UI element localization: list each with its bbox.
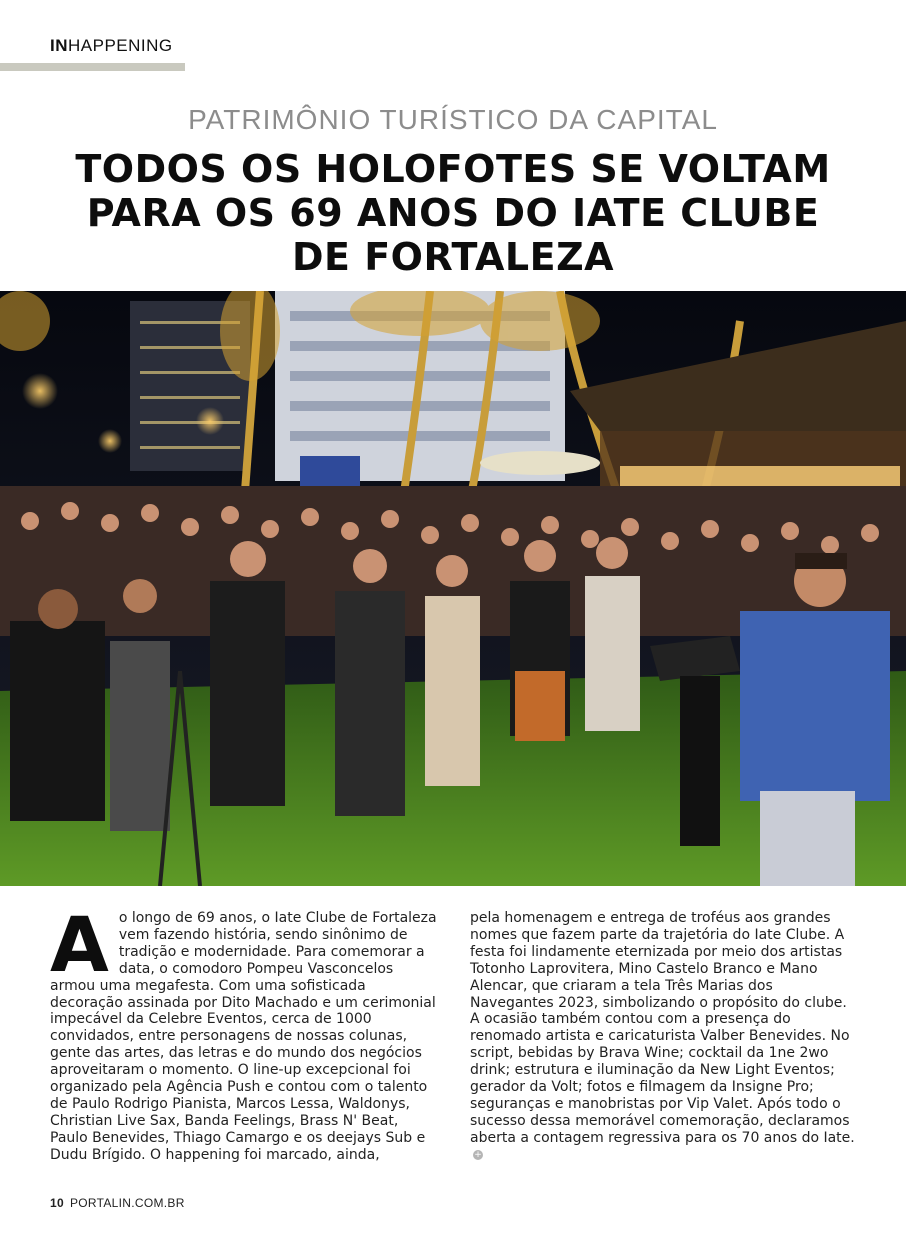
- section-tag-rest: HAPPENING: [68, 36, 173, 55]
- footer-site: PORTALIN.COM.BR: [69, 1196, 185, 1210]
- body-text-left: o longo de 69 anos, o Iate Clube de Fortaleza vem fazendo história, sendo sinônimo de tradição e modernidade. Para comemorar a data, o comodoro Pompeu Vasconcelos armou uma megafesta. Com uma sofisticada decoração assinada por Dito Machado e um cerimonial impecável da Celebre Eventos, cerca de 1000 convidados, entre personagens de nossas colunas, gente das artes, das letras e do mundo dos negócios aproveitaram o momento. O line-up excepcional foi organizado pela Agência Push e contou com o talento de Paulo Rodrigo Pianista, Marcos Lessa, Waldonys, Christian Live Sax, Banda Feelings, Brass N' Beat, Paulo Benevides, Thiago Camargo e os deejays Sub e Dudu Brígido. O happening foi marcado, ainda,: [50, 910, 437, 1163]
- body-column-right: [470, 910, 858, 1164]
- event-photo: [0, 291, 906, 886]
- article-headline: TODOS OS HOLOFOTES SE VOLTAM PARA OS 69 ANOS DO IATE CLUBE DE FORTALEZA: [75, 147, 831, 279]
- section-divider-bar: [0, 63, 185, 71]
- end-of-article-icon: +: [474, 1149, 482, 1160]
- page-footer: [50, 1196, 185, 1210]
- body-column-left: [50, 900, 438, 1164]
- drop-cap: A: [50, 900, 109, 989]
- body-text-right: pela homenagem e entrega de troféus aos grandes nomes que fazem parte da trajetória do Iate Clube. A festa foi lindamente eternizada por meio dos artistas Totonho Laprovitera, Mino Castelo Branco e Mano Alencar, que criaram a tela Três Marias dos Navegantes 2023, simbolizando o propósito do clube. A ocasião também contou com a presença do renomado artista e caricaturista Valber Benevides. No script, bebidas by Brava Wine; cocktail da 1ne 2wo drink; estrutura e iluminação da New Light Eventos; gerador da Volt; fotos e filmagem da Insigne Pro; seguranças e manobristas por Vip Valet. Após todo o sucesso dessa memorável comemoração, declaramos aberta a contagem regressiva para os 70 anos do Iate.: [470, 910, 855, 1146]
- page-number: 10: [50, 1196, 64, 1210]
- section-tag: [50, 36, 173, 56]
- event-photo-illustration: [0, 291, 906, 886]
- article-kicker: PATRIMÔNIO TURÍSTICO DA CAPITAL: [188, 104, 718, 135]
- section-tag-bold: IN: [50, 36, 68, 55]
